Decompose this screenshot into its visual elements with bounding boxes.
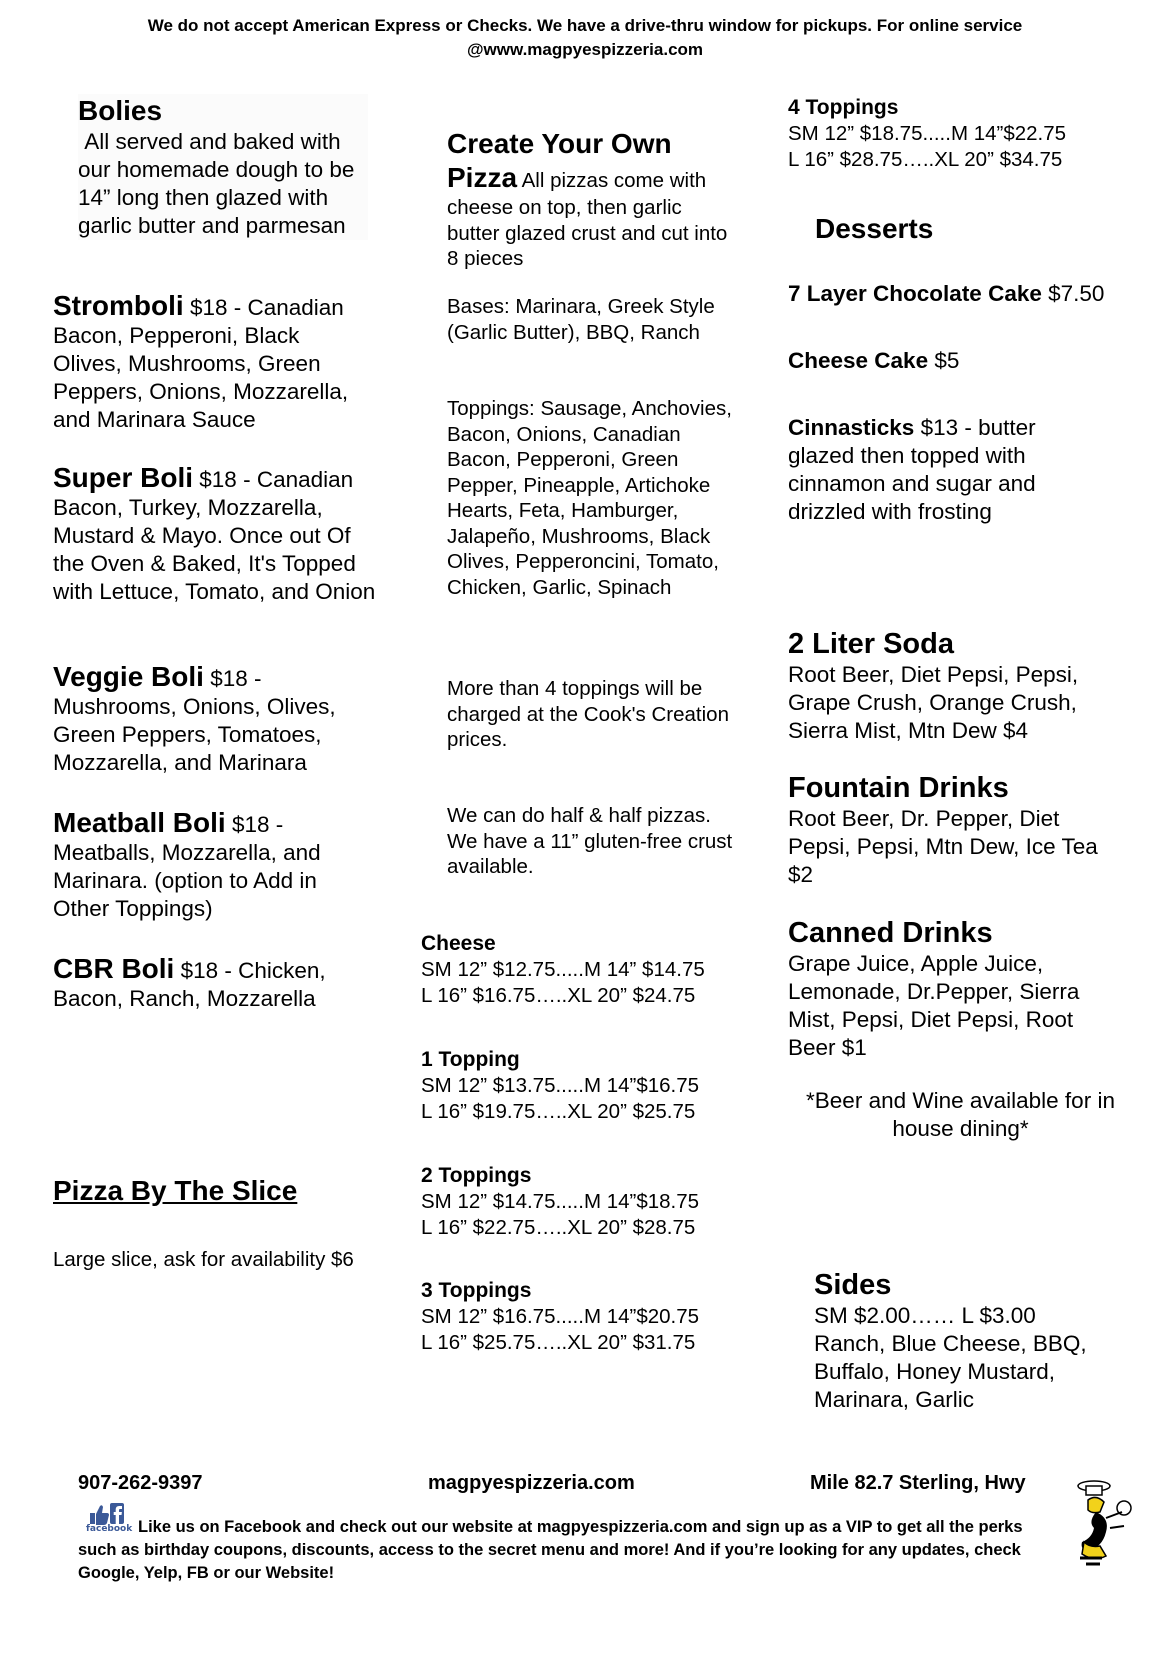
item-price: $7.50 (1048, 281, 1105, 306)
footer-address: Mile 82.7 Sterling, Hwy (810, 1472, 1026, 1494)
tier-line-2: L 16” $22.75…..XL 20” $28.75 (421, 1215, 696, 1239)
menu-item-meatball-boli: Meatball Boli $18 - Meatballs, Mozzarella, and Marinara. (option to Add in Other Toppings) (53, 807, 321, 921)
item-price: $5 (934, 348, 960, 373)
facebook-label: facebook (86, 1524, 133, 1534)
item-desc: Meatballs, Mozzarella, and Marinara. (option to Add in Other Toppings) (53, 840, 321, 921)
cyo-title: Create Your Own (447, 128, 672, 159)
drink-desc: Root Beer, Dr. Pepper, Diet Pepsi, Pepsi, Mtn Dew, Ice Tea $2 (788, 806, 1098, 887)
cyo-half-and-half-note: We can do half & half pizzas. We have a 11” gluten-free crust available. (447, 804, 733, 878)
sides-section (814, 1268, 1114, 1414)
tier-line-2: L 16” $19.75…..XL 20” $25.75 (421, 1099, 696, 1123)
tier-line-1: SM 12” $18.75.....M 14”$22.75 (788, 122, 1067, 145)
tier-name: 4 Toppings (788, 96, 899, 119)
tier-line-1: SM 12” $12.75.....M 14” $14.75 (421, 958, 705, 981)
sides-prices: SM $2.00…… L $3.00 (814, 1303, 1036, 1328)
price-tier-cheese (421, 931, 741, 1008)
tier-name: 2 Toppings (421, 1164, 532, 1187)
item-name: Cinnasticks (788, 415, 915, 440)
tier-line-2: L 16” $28.75…..XL 20” $34.75 (788, 147, 1063, 171)
cyo-toppings: Toppings: Sausage, Anchovies, Bacon, Onions, Canadian Bacon, Pepperoni, Green Pepper, Pineapple, Artichoke Hearts, Feta, Hamburger, Jalapeño, Mushrooms, Black Olives, Pepperoncini, Tomato, Chicken, Garlic, Spinach (447, 397, 732, 599)
magpie-mascot-logo (1066, 1478, 1136, 1570)
menu-item-stromboli: Stromboli $18 - Canadian Bacon, Pepperoni, Black Olives, Mushrooms, Green Peppers, Onions, Mozzarella, and Marinara Sauce (53, 290, 349, 432)
item-desc: Canadian Bacon, Pepperoni, Black Olives, Mushrooms, Green Peppers, Onions, Mozzarella, and Marinara Sauce (53, 295, 349, 432)
create-your-own-section (447, 127, 737, 272)
item-desc: Canadian Bacon, Turkey, Mozzarella, Mustard & Mayo. Once out Of the Oven & Baked, It's Topped with Lettuce, Tomato, and Onion (53, 467, 376, 604)
cyo-more-toppings-note: More than 4 toppings will be charged at the Cook's Creation prices. (447, 677, 729, 751)
price-tier-1-topping (421, 1047, 741, 1124)
cyo-title-pizza: Pizza (447, 162, 518, 193)
item-price: $18 (189, 295, 228, 320)
cyo-bases: Bases: Marinara, Greek Style (Garlic Butter), BBQ, Ranch (447, 295, 715, 344)
menu-item-veggie-boli: Veggie Boli $18 - Mushrooms, Onions, Olives, Green Peppers, Tomatoes, Mozzarella, and Marinara (53, 661, 336, 775)
drink-canned (788, 916, 1118, 1062)
item-desc: Chicken, Bacon, Ranch, Mozzarella (53, 958, 326, 1011)
slice-title: Pizza By The Slice (53, 1175, 298, 1206)
slice-description: Large slice, ask for availability $6 (53, 1248, 354, 1271)
item-desc: butter glazed then topped with cinnamon and sugar and drizzled with frosting (788, 415, 1036, 524)
bolies-title: Bolies (78, 95, 163, 126)
item-price: $18 (210, 666, 248, 691)
item-price: $18 (180, 958, 219, 983)
tier-name: Cheese (421, 932, 496, 955)
magpie-mascot-graphic (1066, 1478, 1136, 1570)
tier-name: 1 Topping (421, 1048, 520, 1071)
drink-name: Canned Drinks (788, 917, 993, 949)
tier-line-2: L 16” $16.75…..XL 20” $24.75 (421, 983, 696, 1007)
drink-name: 2 Liter Soda (788, 628, 954, 660)
drink-2-liter-soda (788, 627, 1118, 745)
item-price: $18 (231, 812, 270, 837)
notice-line-1: We do not accept American Express or Checks. We have a drive-thru window for pickups. For online service (147, 16, 1023, 35)
drink-name: Fountain Drinks (788, 772, 1009, 804)
tier-line-2: L 16” $25.75…..XL 20” $31.75 (421, 1330, 696, 1354)
footer-phone: 907-262-9397 (78, 1472, 203, 1494)
item-name: Meatball Boli (53, 807, 226, 838)
price-tier-3-toppings (421, 1278, 741, 1355)
drink-fountain (788, 771, 1128, 889)
drink-desc: Root Beer, Diet Pepsi, Pepsi, Grape Crush, Orange Crush, Sierra Mist, Mtn Dew $4 (788, 662, 1079, 743)
payment-notice (0, 14, 1170, 62)
bolies-description: All served and baked with our homemade dough to be 14” long then glazed with garlic butter and parmesan (78, 129, 361, 238)
item-name: Stromboli (53, 290, 184, 321)
menu-item-cbr-boli: CBR Boli $18 - Chicken, Bacon, Ranch, Mozzarella (53, 953, 326, 1011)
footer-website[interactable]: magpyespizzeria.com (428, 1472, 635, 1494)
item-name: CBR Boli (53, 953, 175, 984)
item-desc: Mushrooms, Onions, Olives, Green Peppers, Tomatoes, Mozzarella, and Marinara (53, 694, 336, 775)
sides-title: Sides (814, 1269, 892, 1301)
menu-item-super-boli: Super Boli $18 - Canadian Bacon, Turkey, Mozzarella, Mustard & Mayo. Once out Of the Oven & Baked, It's Topped with Lettuce, Tomato, and Onion (53, 462, 376, 604)
item-name: Super Boli (53, 462, 194, 493)
tier-line-1: SM 12” $13.75.....M 14”$16.75 (421, 1074, 700, 1097)
tier-name: 3 Toppings (421, 1279, 532, 1302)
bolies-section (78, 94, 368, 240)
tier-line-1: SM 12” $14.75.....M 14”$18.75 (421, 1190, 700, 1213)
beer-wine-note: *Beer and Wine available for in house dining* (806, 1088, 1115, 1141)
item-name: Veggie Boli (53, 661, 204, 692)
item-price: $18 (199, 467, 237, 492)
price-tier-4-toppings (788, 95, 1128, 172)
dessert-item-chocolate-cake (788, 280, 1138, 308)
drink-desc: Grape Juice, Apple Juice, Lemonade, Dr.Pepper, Sierra Mist, Pepsi, Diet Pepsi, Root Beer $1 (788, 951, 1080, 1060)
dessert-item-cheese-cake (788, 347, 1138, 375)
dessert-item-cinnasticks: Cinnasticks $13 - butter glazed then topped with cinnamon and sugar and drizzled with frosting (788, 415, 1036, 524)
tier-line-1: SM 12” $16.75.....M 14”$20.75 (421, 1305, 700, 1328)
notice-line-2: @www.magpyespizzeria.com (466, 40, 704, 59)
item-name: Cheese Cake (788, 348, 929, 373)
footer-promo-text: Like us on Facebook and check out our website at magpyespizzeria.com and sign up as a VIP to get all the perks such as birthday coupons, discounts, access to the secret menu and more! And if you’re looking for any updates, check Google, Yelp, FB or our Website! (78, 1518, 1023, 1582)
sides-list: Ranch, Blue Cheese, BBQ, Buffalo, Honey Mustard, Marinara, Garlic (814, 1331, 1087, 1412)
price-tier-2-toppings (421, 1163, 741, 1240)
item-price: $13 (920, 415, 959, 440)
cyo-intro: All pizzas come with cheese on top, then garlic butter glazed crust and cut into 8 pieces (447, 169, 728, 270)
item-name: 7 Layer Chocolate Cake (788, 281, 1042, 306)
desserts-title: Desserts (815, 213, 934, 244)
